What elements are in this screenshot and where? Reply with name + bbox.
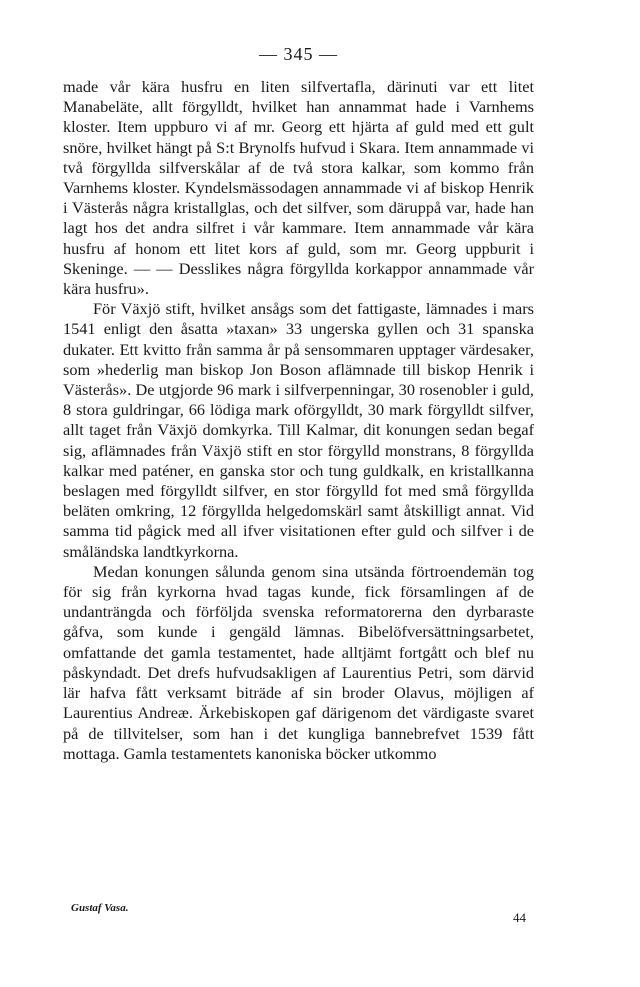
signature-mark: Gustaf Vasa. — [71, 902, 129, 914]
paragraph-continuation: made vår kära husfru en liten silfvertafla, därinuti var ett litet Manabeläte, allt förgylldt, hvilket han annammat hade i Varnhems kloster. Item uppburo vi af mr. Georg ett hjärta af guld med ett gult snöre, hvilket hängt på S:t Brynolfs hufvud i Skara. Item annammade vi två förgyllda silfverskålar af de två stora kalkar, som kommo från Varnhems kloster. Kyndelsmässodagen annammade vi af biskop Henrik i Västerås några kristallglas, och det silfver, som däruppå var, hade han lagt hos det andra silfret i vår kammare. Item annammade vår kära husfru af honom ett litet kors af guld, som mr. Georg uppburit i Skeninge. — — Desslikes några förgyllda korkappor annammade vår kära husfru». — [63, 77, 534, 299]
page-body — [63, 44, 534, 764]
paragraph-bible-translation: Medan konungen sålunda genom sina utsända förtroendemän tog för sig från kyrkorna hvad tagas kunde, fick församlingen af de undanträngda och förföljda svenska reformatorerna den dyrbaraste gåfva, som kunde i gengäld lämnas. Bibelöfversättningsarbetet, omfattande det gamla testamentet, hade alltjämt fortgått och blef nu påskyndadt. Det drefs hufvudsakligen af Laurentius Petri, som därvid lär hafva fått verksamt biträde af sin broder Olavus, möjligen af Laurentius Andreæ. Ärkebiskopen gaf därigenom det värdigaste svaret på de tillvitelser, som han i det kungliga bannebrefvet 1539 fått mottaga. Gamla testamentets kanoniska böcker utkommo — [63, 561, 534, 763]
page-number: — 345 — — [259, 44, 338, 64]
page-footer — [63, 902, 534, 932]
sheet-number: 44 — [513, 910, 526, 925]
paragraph-vaxjo-stift: För Växjö stift, hvilket ansågs som det fattigaste, lämnades i mars 1541 enligt den åsatta »taxan» 33 ungerska gyllen och 31 spanska dukater. Ett kvitto från samma år på sensommaren upptager värdesaker, som »hederlig man biskop Jon Boson aflämnade till biskop Henrik i Västerås». De utgjorde 96 mark i silfverpenningar, 30 rosenobler i guld, 8 stora guldringar, 66 lödiga mark oförgylldt, 30 mark förgylldt silfver, allt taget från Växjö domkyrka. Till Kalmar, dit konungen sedan begaf sig, aflämnades från Växjö stift en stor förgylld monstrans, 8 förgyllda kalkar med paténer, en ganska stor och tung guldkalk, en kristallkanna beslagen med förgylldt silfver, en stor förgylld fot med små förgyllda beläten omkring, 12 förgyllda helgedomskärl samt åtskilligt annat. Vid samma tid pågick med all ifver visitationen efter guld och silfver i de småländska landtkyrkorna. — [63, 299, 534, 561]
